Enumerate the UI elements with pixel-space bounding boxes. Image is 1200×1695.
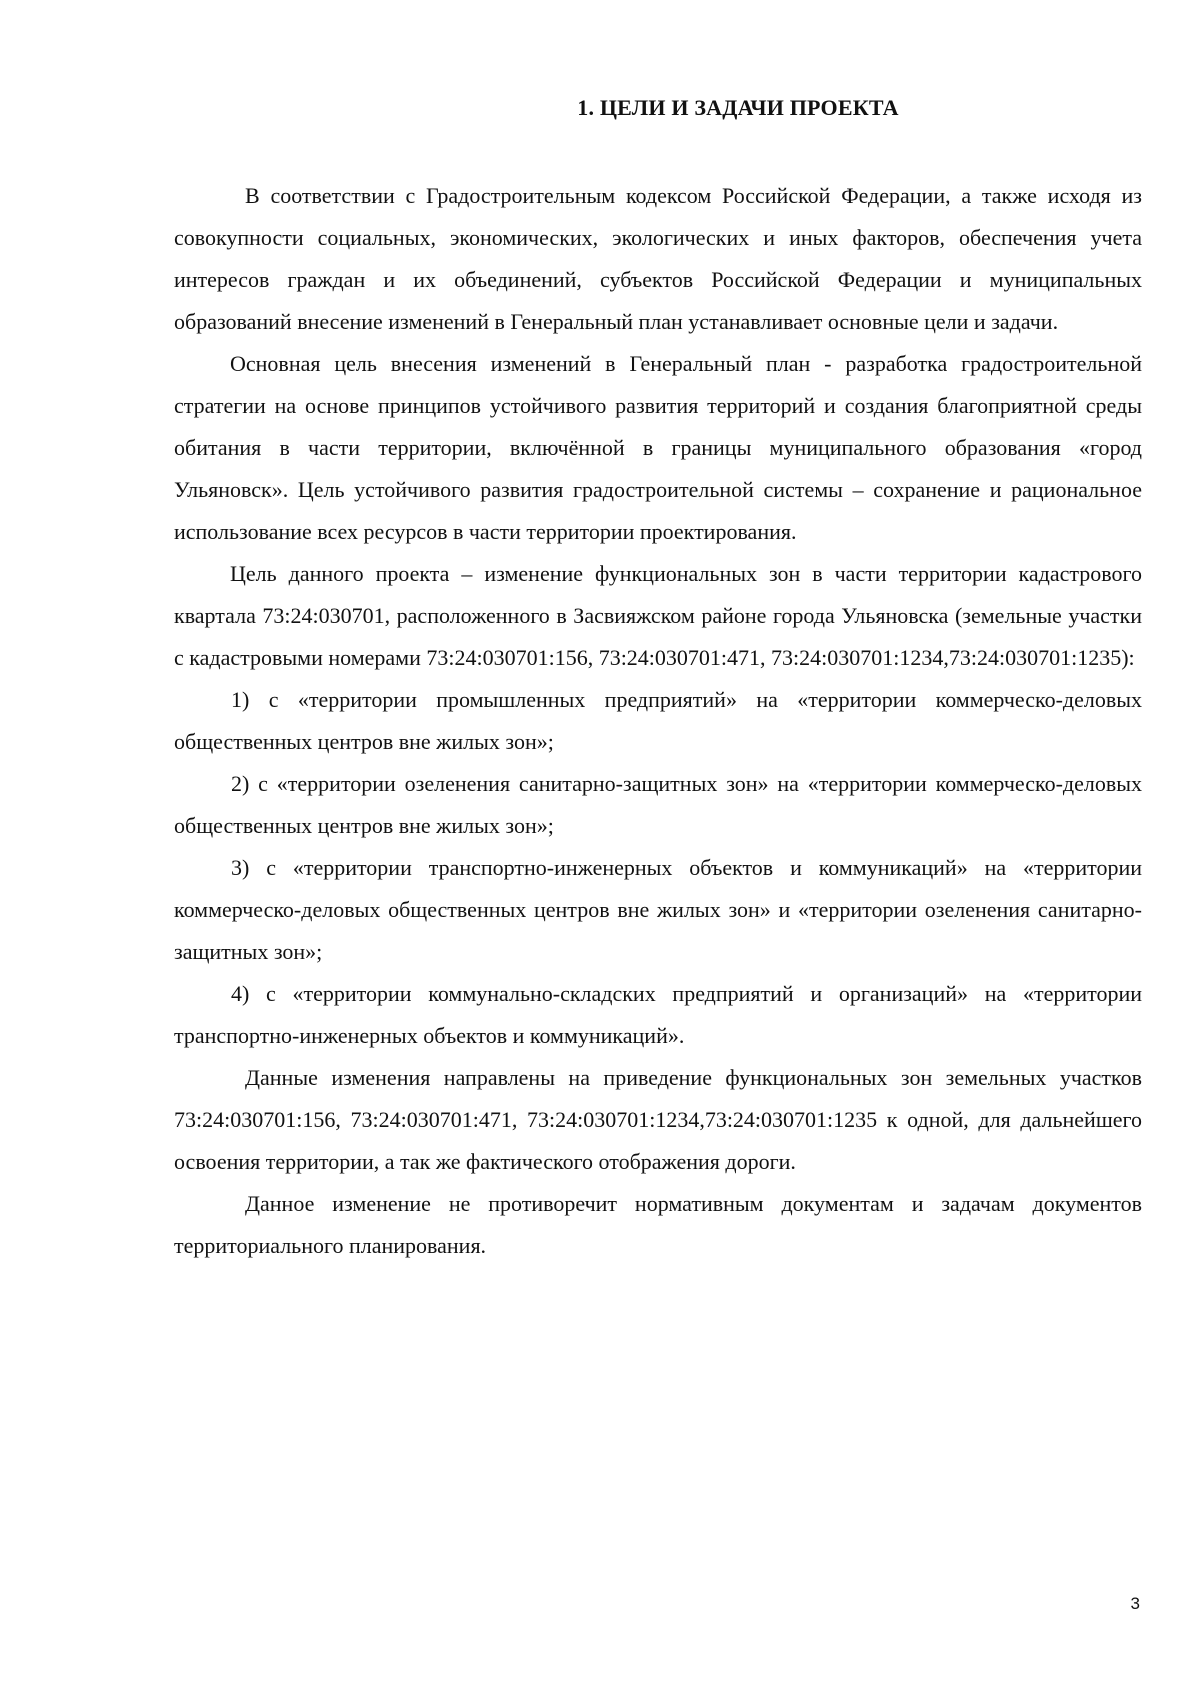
section-title: 1. ЦЕЛИ И ЗАДАЧИ ПРОЕКТА — [577, 95, 899, 120]
paragraph-main-goal: Основная цель внесения изменений в Генеральный план - разработка градостроительной стратегии на основе принципов устойчивого развития территорий и создания благоприятной среды обитания в части территории, включённой в границы муниципального образования «город Ульяновск». Цель устойчивого развития градостроительной системы – сохранение и рациональное использование всех ресурсов в части территории проектирования. — [174, 351, 1142, 544]
page-number: 3 — [1130, 1594, 1140, 1613]
list-item: 2) с «территории озеленения санитарно-защитных зон» на «территории коммерческо-деловых общественных центров вне жилых зон»; — [174, 771, 1142, 838]
list-item: 3) с «территории транспортно-инженерных объектов и коммуникаций» на «территории коммерческо-деловых общественных центров вне жилых зон» и «территории озеленения санитарно-защитных зон»; — [174, 855, 1142, 964]
list-item: 1) с «территории промышленных предприятий» на «территории коммерческо-деловых общественных центров вне жилых зон»; — [174, 687, 1142, 754]
document-body — [174, 94, 1142, 1267]
list-item: 4) с «территории коммунально-складских предприятий и организаций» на «территории транспортно-инженерных объектов и коммуникаций». — [174, 981, 1142, 1048]
paragraph-changes-purpose: Данные изменения направлены на приведение функциональных зон земельных участков 73:24:030701:156, 73:24:030701:471, 73:24:030701:1234,73:24:030701:1235 к одной, для дальнейшего освоения территории, а так же фактического отображения дороги. — [174, 1065, 1142, 1174]
paragraph-project-goal: Цель данного проекта – изменение функциональных зон в части территории кадастрового квартала 73:24:030701, расположенного в Засвияжском районе города Ульяновска (земельные участки с кадастровыми номерами 73:24:030701:156, 73:24:030701:471, 73:24:030701:1234,73:24:030701:1235): — [174, 561, 1142, 670]
paragraph-legal-basis: В соответствии с Градостроительным кодексом Российской Федерации, а также исходя из совокупности социальных, экономических, экологических и иных факторов, обеспечения учета интересов граждан и их объединений, субъектов Российской Федерации и муниципальных образований внесение изменений в Генеральный план устанавливает основные цели и задачи. — [174, 183, 1142, 334]
paragraph-compliance: Данное изменение не противоречит нормативным документам и задачам документов территориального планирования. — [174, 1191, 1142, 1258]
